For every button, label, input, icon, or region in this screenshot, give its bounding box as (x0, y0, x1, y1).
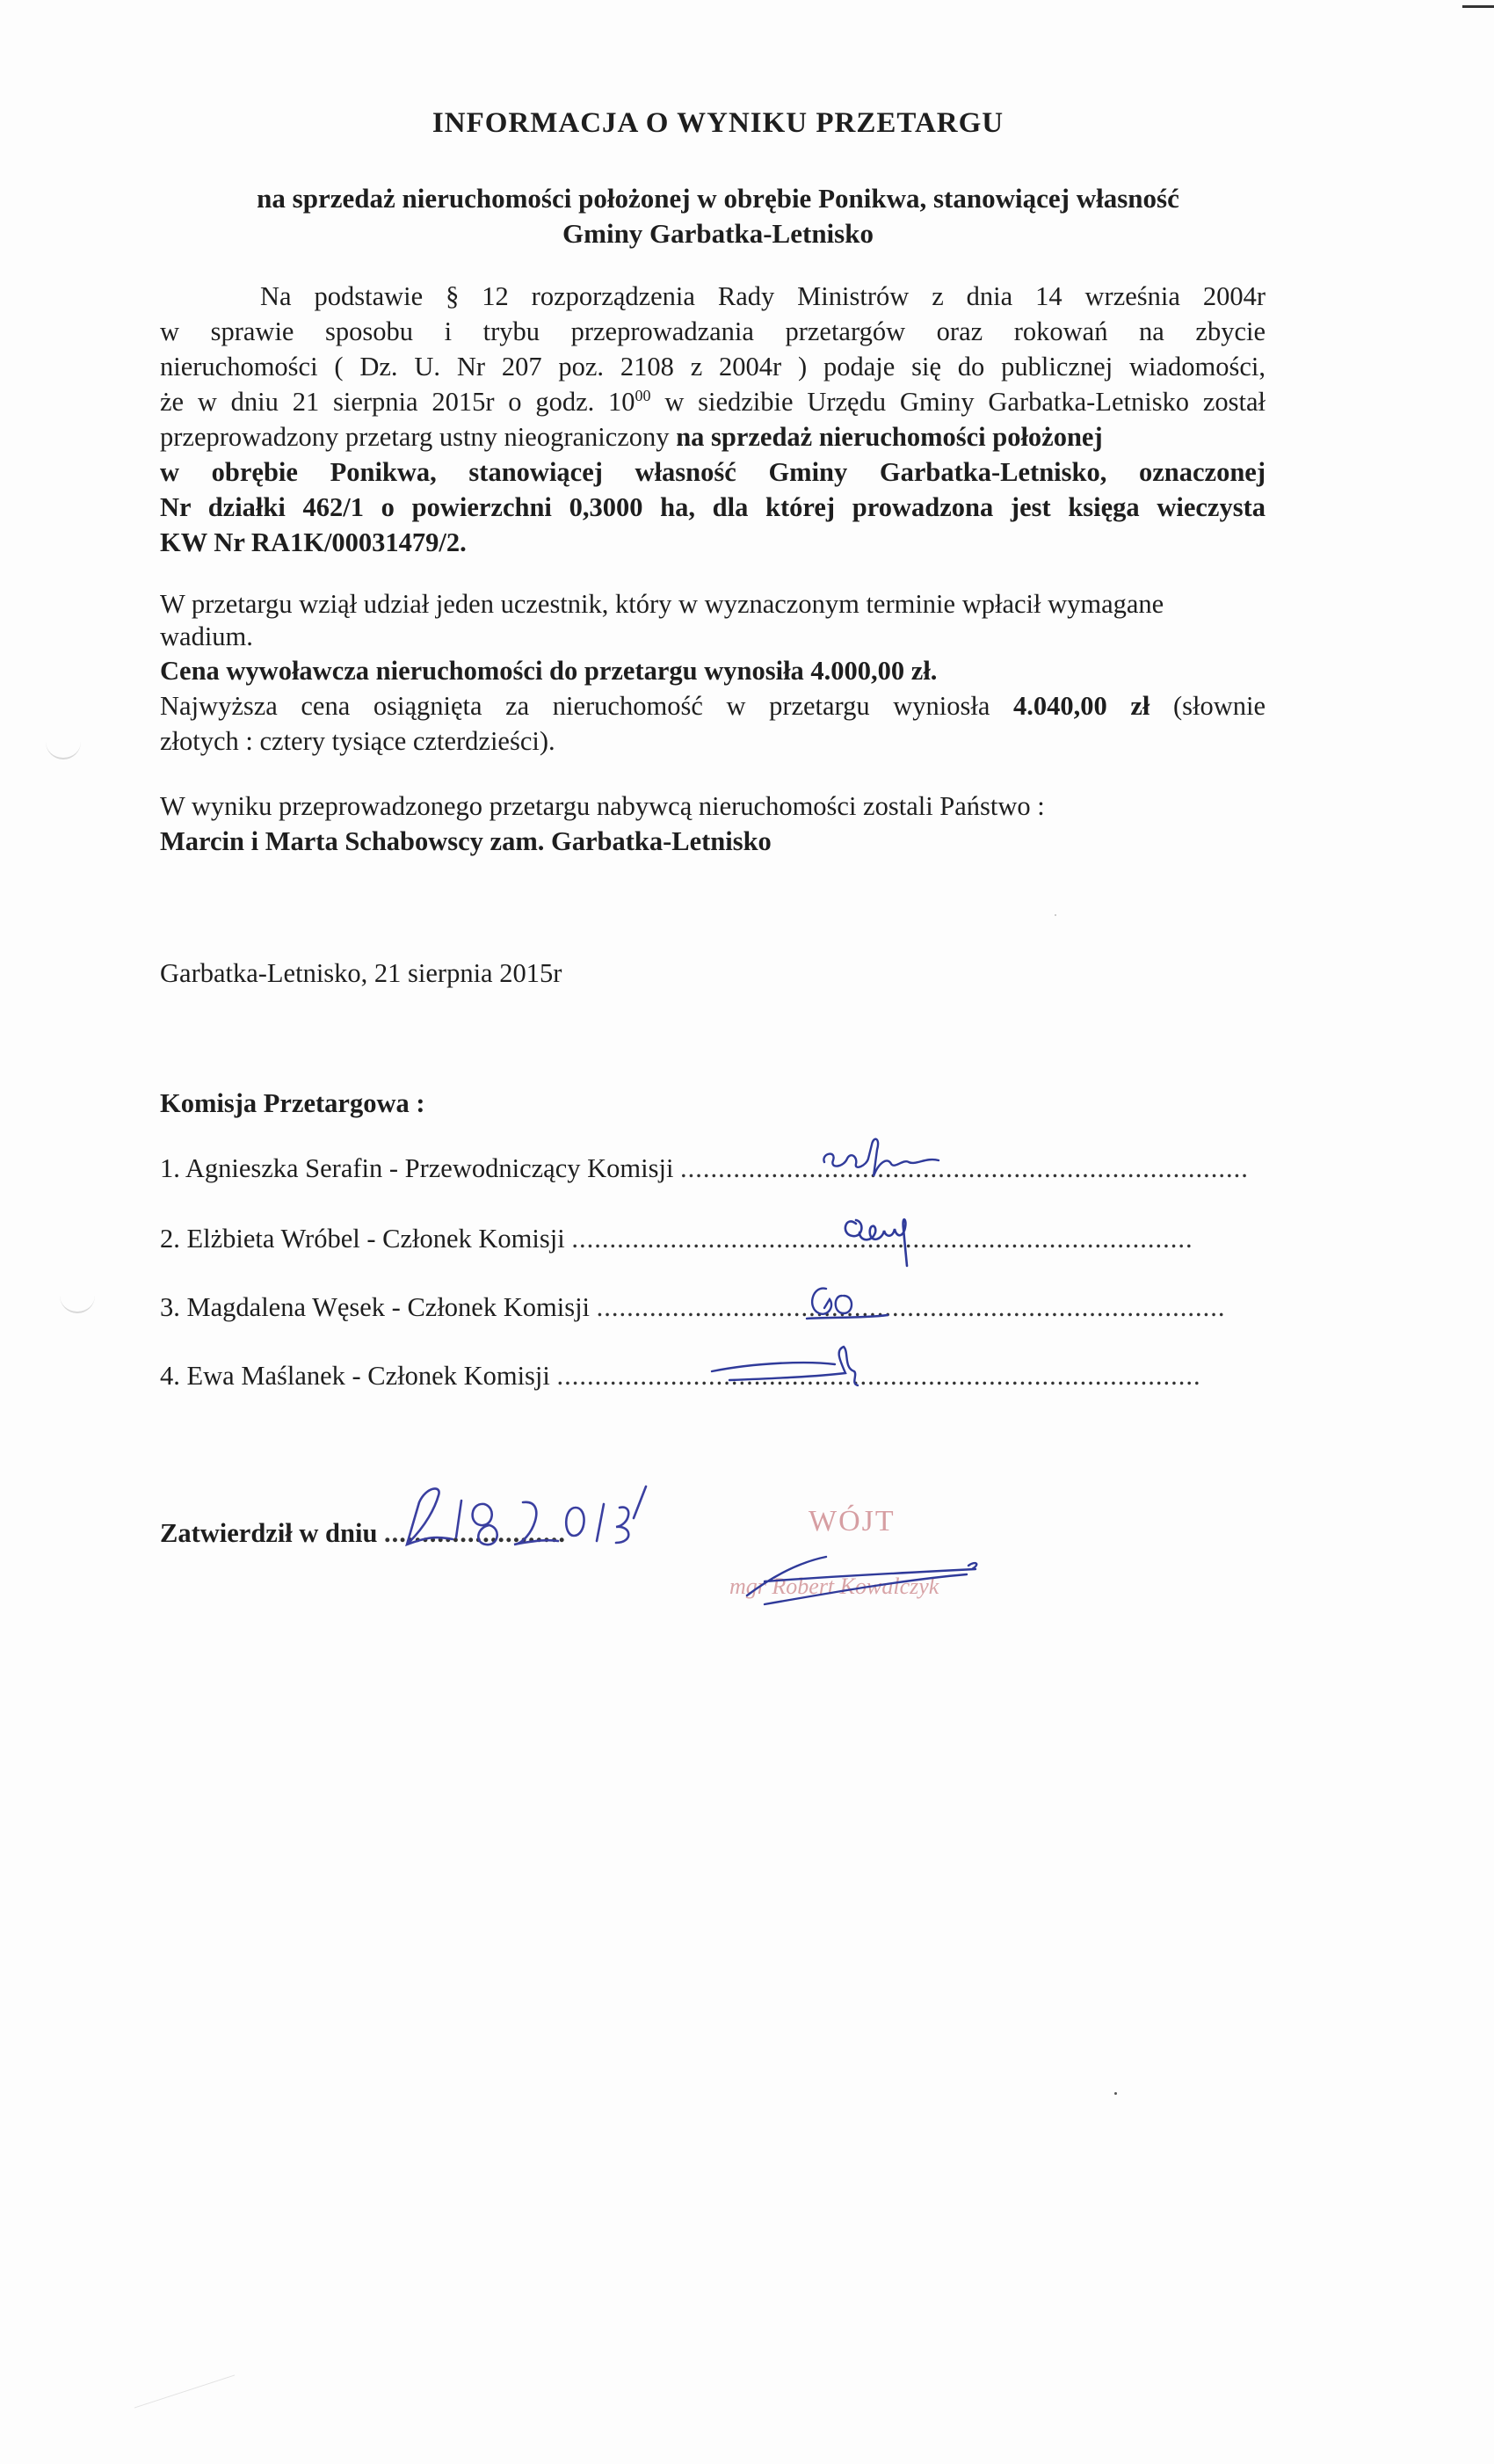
margin-punch-mark (46, 738, 81, 760)
p1-line-3: nieruchomości ( Dz. U. Nr 207 poz. 2108 z 2004r ) podaje się do publicznej wiadomości, (160, 352, 1266, 382)
handwritten-approval-date (400, 1472, 699, 1556)
document-title: INFORMACJA O WYNIKU PRZETARGU (432, 107, 1004, 139)
member-1-dots: ........................................................................... (680, 1153, 1249, 1183)
signature-wojt (712, 1534, 1011, 1613)
signature-wrobel (833, 1197, 965, 1276)
p2-line-4-start: Najwyższa cena osiągnięta za nieruchomość w przetargu wyniosła (160, 691, 1013, 721)
scan-speck (1055, 914, 1056, 916)
p2-line-4-bold: 4.040,00 zł (1013, 691, 1150, 721)
subtitle-line-2: Gminy Garbatka-Letnisko (562, 218, 874, 249)
p1-line-5-bold: na sprzedaż nieruchomości położonej (676, 422, 1103, 452)
commission-member-2 (160, 1224, 1266, 1254)
member-3-label: 3. Magdalena Węsek - Członek Komisji (160, 1292, 591, 1322)
p2-line-4-end: (słownie (1150, 691, 1266, 721)
p2-line-1: W przetargu wziął udział jeden uczestnik, który w wyznaczonym terminie wpłacił wymagane (160, 589, 1164, 619)
member-1-label: 1. Agnieszka Serafin - Przewodniczący Komisji (160, 1153, 674, 1183)
member-4-dots: ..................................................................................... (556, 1361, 1201, 1391)
p1-line-1: Na podstawie § 12 rozporządzenia Rady Ministrów z dnia 14 września 2004r (260, 281, 1266, 311)
member-2-label: 2. Elżbieta Wróbel - Członek Komisji (160, 1224, 565, 1254)
signature-wesek (791, 1273, 896, 1334)
p1-line-5-start: przeprowadzony przetarg ustny nieograniczony (160, 422, 677, 452)
member-2-dots: .................................................................................. (571, 1224, 1193, 1254)
signature-maslanek (703, 1336, 879, 1398)
p1-line-5 (160, 422, 1266, 453)
p1-line-8: KW Nr RA1K/00031479/2. (160, 527, 467, 557)
stamp-title: WÓJT (809, 1505, 896, 1537)
p2-line-3: Cena wywoławcza nieruchomości do przetargu wynosiła 4.000,00 zł. (160, 656, 938, 686)
p1-line-2: w sprawie sposobu i trybu przeprowadzania przetargów oraz rokowań na zbycie (160, 316, 1266, 346)
p2-line-4 (160, 691, 1266, 722)
p2-line-5: złotych : cztery tysiące czterdzieści). (160, 726, 555, 756)
stamp-name: mgr Robert Kowalczyk (729, 1574, 939, 1599)
commission-member-1 (160, 1153, 1266, 1184)
commission-heading: Komisja Przetargowa : (160, 1088, 425, 1118)
approval-label: Zatwierdził w dniu (160, 1518, 385, 1548)
subtitle-line-1: na sprzedaż nieruchomości położonej w obrębie Ponikwa, stanowiącej własność (257, 183, 1179, 214)
p1-line-4-end: w siedzibie Urzędu Gminy Garbatka-Letnisko został (650, 387, 1266, 418)
top-right-rule (1462, 5, 1494, 8)
p2-line-2: wadium. (160, 621, 253, 651)
p1-line-6: w obrębie Ponikwa, stanowiącej własność Gminy Garbatka-Letnisko, oznaczonej (160, 457, 1266, 487)
buyers-line: Marcin i Marta Schabowscy zam. Garbatka-Letnisko (160, 826, 772, 856)
member-4-label: 4. Ewa Maślanek - Członek Komisji (160, 1361, 550, 1391)
p3-line-1: W wyniku przeprowadzonego przetargu nabywcą nieruchomości zostali Państwo : (160, 791, 1045, 821)
p1-line-4-start: że w dniu 21 sierpnia 2015r o godz. 10 (160, 387, 635, 418)
approval-dots: ........................ (384, 1518, 567, 1548)
scan-speck (1114, 2092, 1117, 2095)
place-date: Garbatka-Letnisko, 21 sierpnia 2015r (160, 958, 562, 988)
hour-superscript: 00 (635, 387, 651, 404)
p1-line-4 (160, 387, 1266, 418)
p1-line-7: Nr działki 462/1 o powierzchni 0,3000 ha, dla której prowadzona jest księga wieczysta (160, 492, 1266, 522)
member-3-dots: ................................................................................... (596, 1292, 1226, 1322)
margin-punch-mark (60, 1292, 95, 1313)
commission-member-3 (160, 1292, 1266, 1323)
document-subtitle (0, 181, 1436, 251)
signature-serafin (817, 1127, 993, 1188)
scan-mark (134, 2374, 235, 2408)
